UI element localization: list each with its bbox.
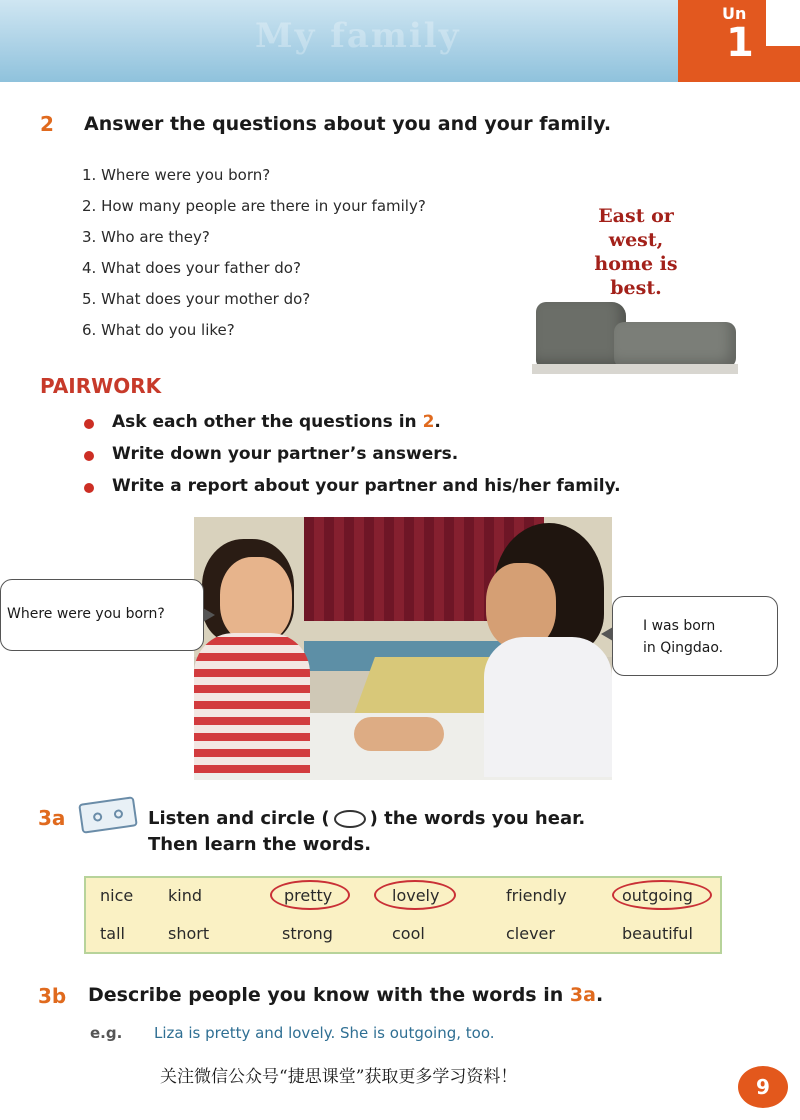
reel-icon — [93, 812, 103, 822]
header-ghost-title: My family — [255, 16, 461, 56]
bullet-end: . — [434, 412, 441, 432]
eg-label: e.g. — [90, 1024, 123, 1042]
word: clever — [506, 924, 555, 943]
saying-line: East or — [598, 205, 674, 227]
instruction-part: Listen and circle ( — [148, 808, 330, 829]
pillow-picture — [528, 196, 738, 378]
unit-tab — [678, 0, 800, 82]
bubble-text: Where were you born? — [7, 606, 165, 622]
header-banner — [0, 0, 680, 82]
watermark-text: 关注微信公众号“捷思课堂”获取更多学习资料！ — [160, 1067, 518, 1087]
section-2-title: Answer the questions about you and your family. — [84, 113, 612, 135]
instruction-line-1 — [148, 806, 585, 832]
title-end: . — [595, 984, 604, 1006]
example-sentence: Liza is pretty and lovely. She is outgoing, too. — [154, 1024, 495, 1042]
section-3b-title — [88, 984, 603, 1006]
page-number: 9 — [738, 1066, 788, 1108]
instruction-line-2: Then learn the words. — [148, 834, 372, 855]
section-2-number: 2 — [40, 112, 54, 136]
word: friendly — [506, 886, 567, 905]
bullet-text: Ask each other the questions in — [112, 412, 423, 432]
cassette-icon[interactable] — [78, 796, 138, 834]
circle-icon — [334, 810, 366, 828]
girl-right-shirt — [484, 637, 612, 777]
speech-bubble-right — [612, 596, 778, 676]
pairwork-bullets — [84, 412, 621, 508]
word-circled: pretty — [284, 886, 333, 905]
pillow-left — [536, 302, 626, 368]
question-item: 4. What does your father do? — [82, 259, 301, 277]
bullet-ref: 2 — [422, 412, 435, 432]
question-item: 6. What do you like? — [82, 321, 235, 339]
word: cool — [392, 924, 425, 943]
girl-left-shirt — [194, 633, 310, 773]
bubble-text: in Qingdao. — [643, 640, 724, 656]
bubble-text: I was born — [643, 618, 716, 634]
section-3a-number: 3a — [38, 806, 66, 830]
bullet-item — [84, 412, 621, 444]
word: beautiful — [622, 924, 693, 943]
reel-icon — [113, 809, 123, 819]
unit-label: Un — [722, 4, 747, 23]
word: tall — [100, 924, 125, 943]
bullet-item: Write a report about your partner and his/her family. — [84, 476, 621, 508]
question-item: 1. Where were you born? — [82, 166, 271, 184]
title-ref: 3a — [569, 984, 596, 1006]
photo-hands — [354, 717, 444, 751]
word: nice — [100, 886, 134, 905]
question-item: 5. What does your mother do? — [82, 290, 311, 308]
title-part: Describe people you know with the words in — [88, 984, 570, 1006]
instruction-part: ) the words you hear. — [369, 808, 586, 829]
bullet-item: Write down your partner’s answers. — [84, 444, 621, 476]
word-circled: lovely — [392, 886, 440, 905]
shelf — [532, 364, 738, 374]
classroom-photo — [194, 517, 612, 780]
question-item: 3. Who are they? — [82, 228, 210, 246]
word-box — [84, 876, 722, 954]
saying-line: west, — [608, 229, 664, 251]
home-saying — [576, 204, 696, 300]
saying-line: home is — [594, 253, 678, 275]
tab-notch — [766, 0, 800, 46]
pairwork-title: PAIRWORK — [40, 374, 162, 398]
section-3b-number: 3b — [38, 984, 67, 1008]
question-item: 2. How many people are there in your family? — [82, 197, 426, 215]
question-list — [82, 166, 426, 352]
pillow-right — [614, 322, 736, 368]
word: short — [168, 924, 210, 943]
speech-bubble-left — [0, 579, 204, 651]
word: strong — [282, 924, 333, 943]
word-circled: outgoing — [622, 886, 693, 905]
saying-line: best. — [610, 277, 662, 299]
section-3a-instructions — [148, 806, 585, 858]
unit-number: 1 — [726, 20, 754, 66]
girl-left-face — [220, 557, 292, 643]
word: kind — [168, 886, 203, 905]
